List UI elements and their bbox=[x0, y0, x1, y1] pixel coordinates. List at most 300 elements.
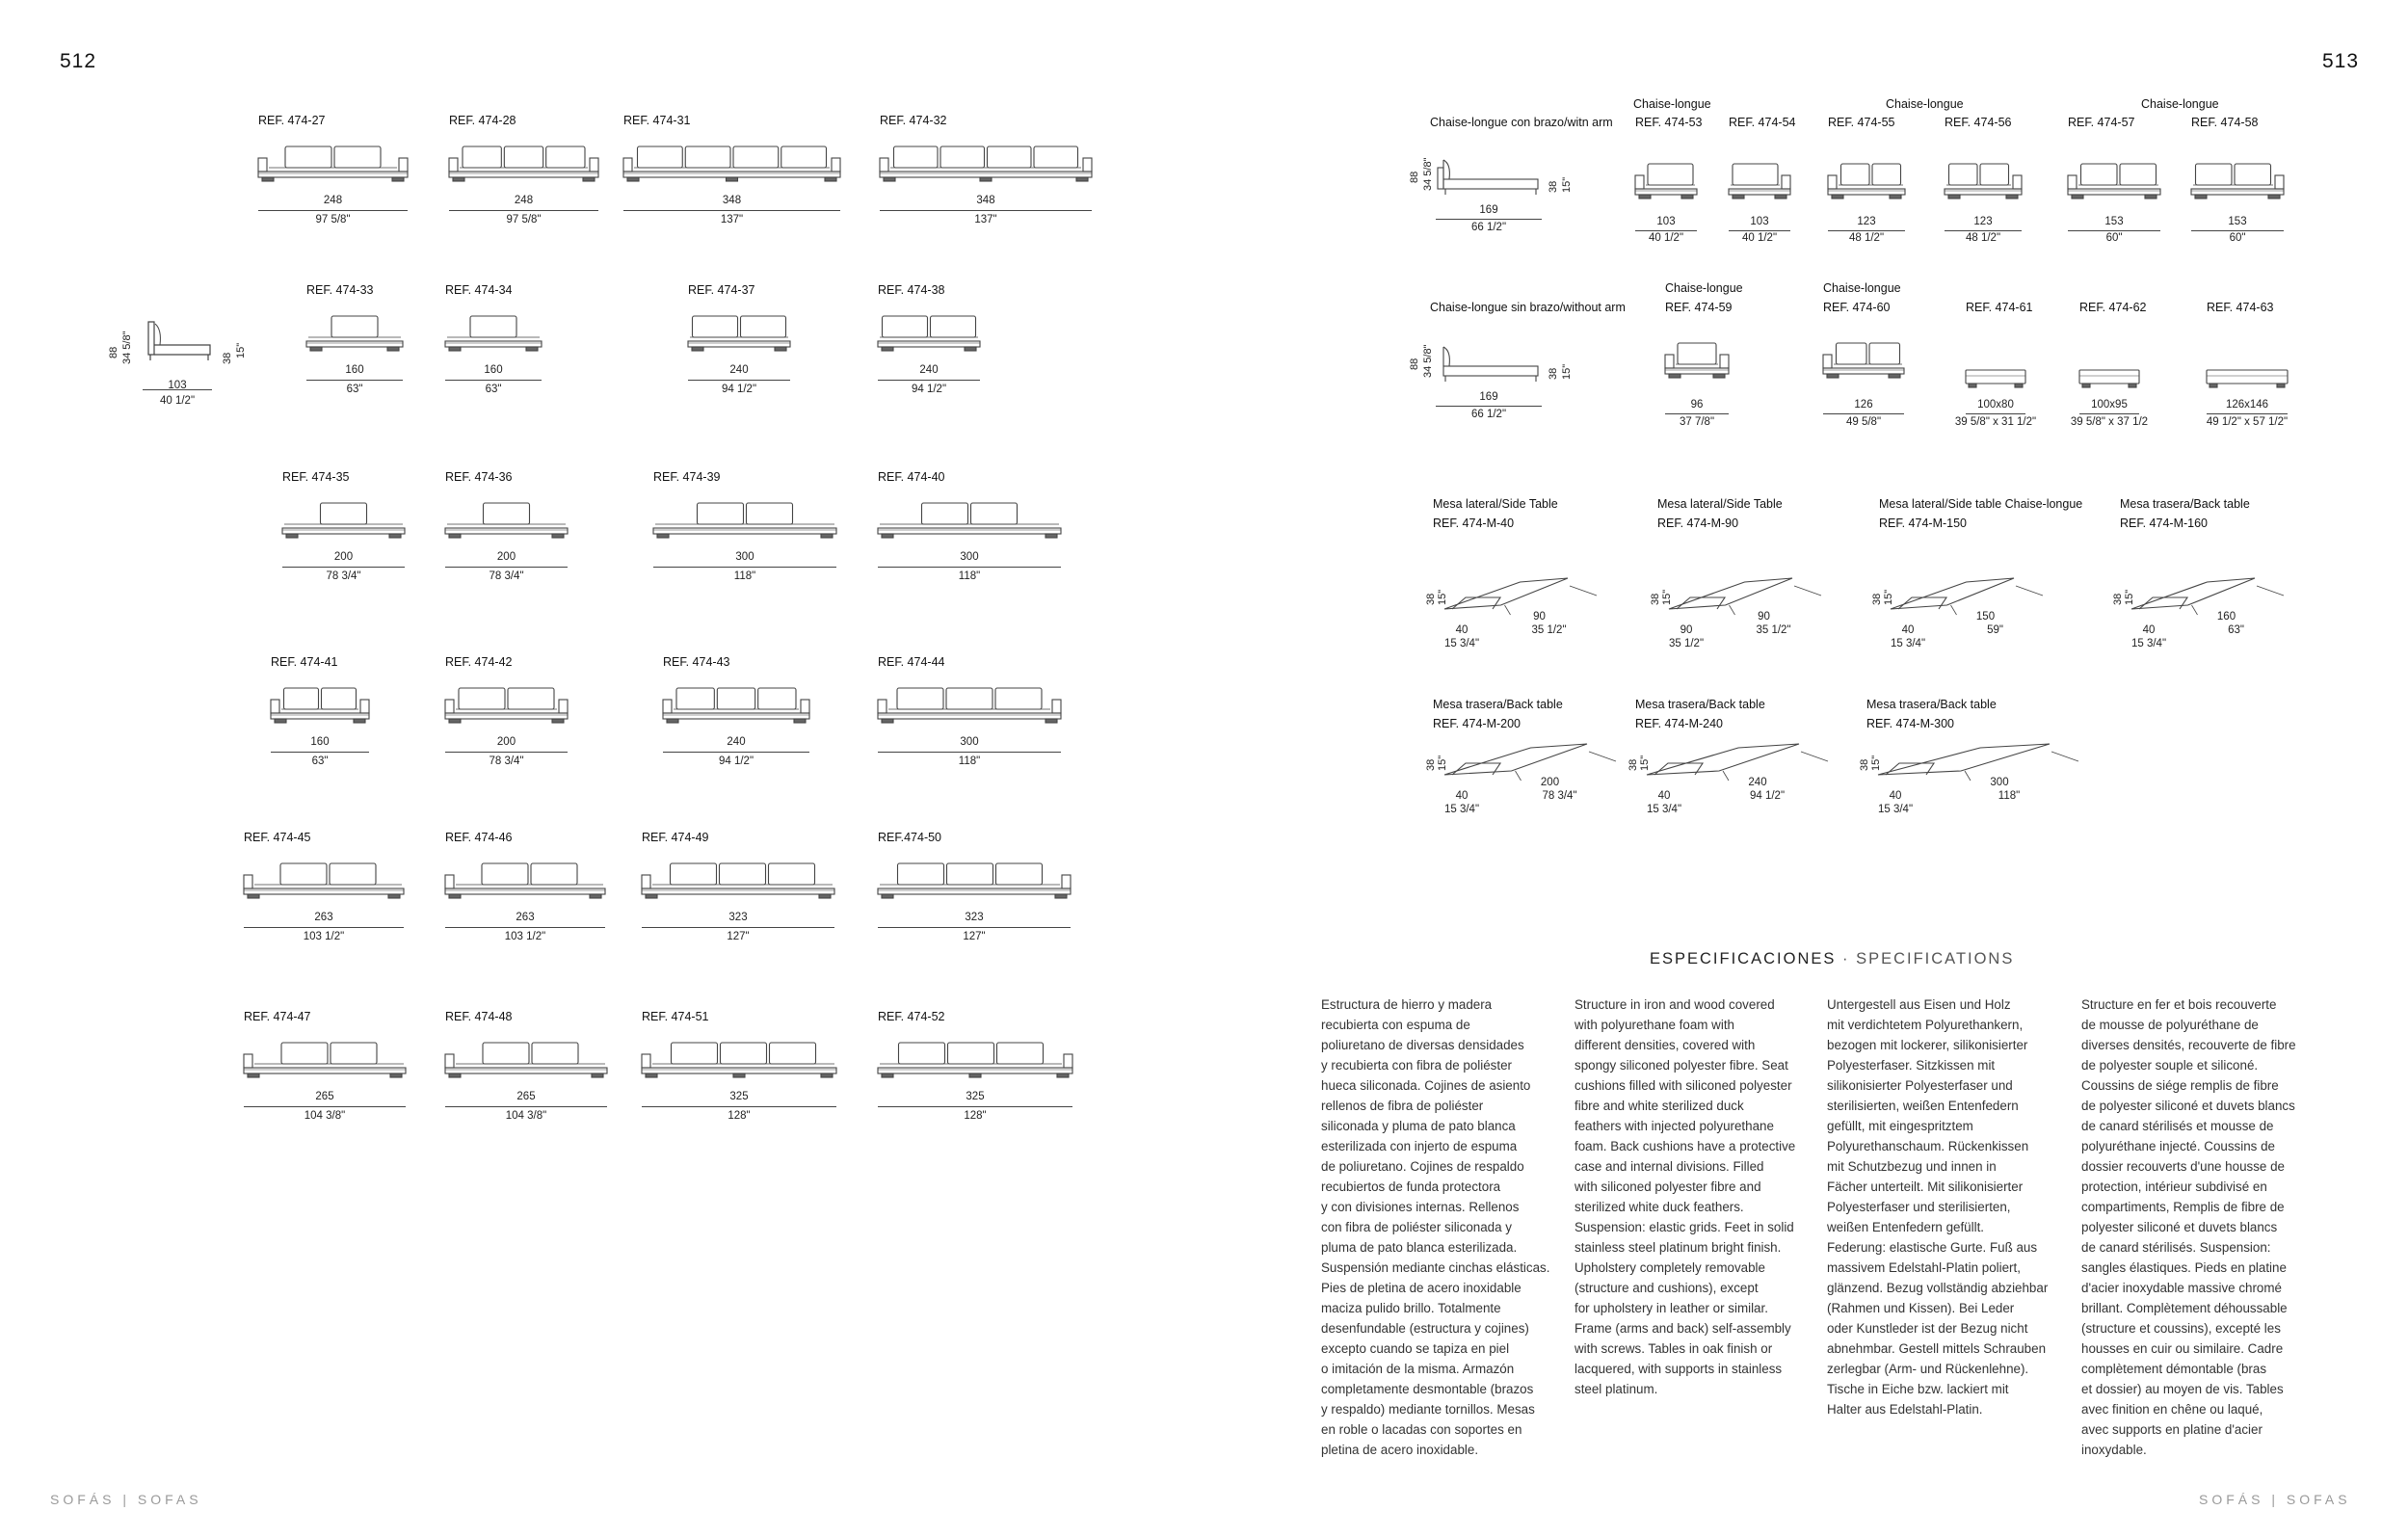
sofa-width-in: 137" bbox=[974, 214, 997, 225]
table-width-cm: 160 bbox=[2216, 611, 2236, 623]
table-depth-cm: 40 bbox=[1901, 624, 1915, 636]
sofa-ref-label: REF. 474-31 bbox=[623, 114, 691, 127]
spec-line: (Rahmen und Kissen). Bei Leder bbox=[1827, 1301, 2015, 1315]
spec-line: d'acier inoxydable massive chromé bbox=[2081, 1281, 2282, 1295]
chaise-height-cm: 88 bbox=[1409, 358, 1420, 370]
chaise-dimension-line bbox=[2191, 230, 2284, 231]
sofa-dimension-line bbox=[663, 752, 809, 753]
chaise-noarm-drawing bbox=[2079, 368, 2139, 391]
spec-line: gefüllt, mit eingespritztem bbox=[1827, 1119, 1973, 1133]
table-height-in: 15" bbox=[2124, 589, 2135, 605]
spec-column-spanish bbox=[1321, 994, 1557, 1460]
chaise-noarm-ref-label: REF. 474-62 bbox=[2079, 301, 2147, 314]
sofa-dimension-line bbox=[244, 927, 404, 928]
chaise-width-in: 48 1/2" bbox=[1965, 232, 2001, 244]
spec-line: de poliuretano. Cojines de respaldo bbox=[1321, 1159, 1524, 1174]
sofa-ref-label: REF. 474-37 bbox=[688, 283, 755, 297]
spec-column-german bbox=[1827, 994, 2063, 1419]
sofa-front-drawing bbox=[244, 1041, 406, 1081]
table-ref-label: REF. 474-M-90 bbox=[1657, 517, 1739, 530]
sofa-width-cm: 323 bbox=[965, 912, 984, 923]
chaise-noarm-in: 49 1/2" x 57 1/2" bbox=[2206, 416, 2289, 428]
spec-line: compartiments, Remplis de fibre de bbox=[2081, 1200, 2285, 1214]
spec-line: y con divisiones internas. Rellenos bbox=[1321, 1200, 1520, 1214]
sofa-ref-label: REF. 474-35 bbox=[282, 470, 350, 484]
spec-line: Coussins de siége remplis de fibre bbox=[2081, 1078, 2279, 1093]
spec-line: with polyurethane foam with bbox=[1574, 1018, 1734, 1032]
chaise-dimension-line bbox=[1729, 230, 1790, 231]
chaise-noarm-dimension-line bbox=[2207, 413, 2288, 414]
spec-line: de polyester souple et siliconé. bbox=[2081, 1058, 2259, 1073]
spec-line: desenfundable (estructura y cojines) bbox=[1321, 1321, 1529, 1336]
sofa-front-drawing bbox=[445, 861, 605, 902]
table-depth-in: 15 3/4" bbox=[1890, 638, 1926, 649]
sofa-front-drawing bbox=[282, 501, 405, 542]
sofa-width-in: 104 3/8" bbox=[304, 1110, 346, 1122]
spec-line: oder Kunstleder ist der Bezug nicht bbox=[1827, 1321, 2028, 1336]
chaise-width-cm: 153 bbox=[2228, 216, 2247, 227]
sofa-ref-label: REF. 474-45 bbox=[244, 831, 311, 844]
spec-line: de polyester siliconé et duvets blancs bbox=[2081, 1099, 2295, 1113]
sofa-width-cm: 200 bbox=[333, 551, 354, 563]
table-depth-in: 15 3/4" bbox=[2130, 638, 2167, 649]
spec-line: mit Schutzbezug und innen in bbox=[1827, 1159, 1997, 1174]
spec-line: sterilized white duck feathers. bbox=[1574, 1200, 1744, 1214]
sofa-width-in: 78 3/4" bbox=[326, 570, 361, 582]
spec-line: y recubierta con fibra de poliéster bbox=[1321, 1058, 1512, 1073]
chaise-ref-label: REF. 474-57 bbox=[2068, 116, 2135, 129]
spec-line: avec supports en platine d'acier bbox=[2081, 1422, 2262, 1437]
spec-line: steel platinum. bbox=[1574, 1382, 1658, 1396]
chaise-ref-label: REF. 474-53 bbox=[1635, 116, 1703, 129]
table-width-in: 35 1/2" bbox=[1756, 624, 1791, 636]
sofa-width-in: 63" bbox=[346, 384, 363, 395]
spec-line: Estructura de hierro y madera bbox=[1321, 997, 1493, 1012]
table-title: Mesa lateral/Side Table bbox=[1433, 497, 1558, 511]
spec-line: Structure en fer et bois recouverte bbox=[2081, 997, 2277, 1012]
sofa-dimension-line bbox=[878, 927, 1071, 928]
table-width-in: 118" bbox=[1998, 790, 2021, 802]
sofa-ref-label: REF. 474-48 bbox=[445, 1010, 513, 1023]
table-height-cm: 38 bbox=[2112, 593, 2124, 605]
table-width-cm: 240 bbox=[1748, 777, 1767, 788]
chaise-noarm-drawing bbox=[2207, 368, 2288, 391]
sofa-ref-label: REF. 474-46 bbox=[445, 831, 513, 844]
table-ref-label: REF. 474-M-200 bbox=[1433, 717, 1522, 730]
sofa-front-drawing bbox=[445, 314, 542, 355]
spec-line: o imitación de la misma. Armazón bbox=[1321, 1362, 1515, 1376]
spec-line: pluma de pato blanca esterilizada. bbox=[1321, 1240, 1518, 1255]
spec-line: sangles élastiques. Pieds en platine bbox=[2081, 1260, 2287, 1275]
spec-line: Federung: elastische Gurte. Fuß aus bbox=[1827, 1240, 2038, 1255]
spec-line: rellenos de fibra de poliéster bbox=[1321, 1099, 1484, 1113]
sofa-width-in: 127" bbox=[963, 931, 986, 942]
sofa-dimension-line bbox=[642, 1106, 836, 1107]
table-height-cm: 38 bbox=[1627, 758, 1639, 771]
chaise-noarm-dimension-line bbox=[1665, 413, 1729, 414]
sofa-dimension-line bbox=[445, 380, 542, 381]
spec-line: siliconada y pluma de pato blanca bbox=[1321, 1119, 1516, 1133]
sofa-side-profile-drawing bbox=[143, 310, 220, 368]
table-depth-in: 15 3/4" bbox=[1443, 638, 1480, 649]
spec-line: diverses densités, recouverte de fibre bbox=[2081, 1038, 2296, 1052]
table-depth-in: 15 3/4" bbox=[1443, 804, 1480, 815]
sofa-width-cm: 265 bbox=[315, 1091, 334, 1102]
sofa-front-drawing bbox=[878, 686, 1061, 727]
spec-line: y respaldo) mediante tornillos. Mesas bbox=[1321, 1402, 1535, 1417]
chaise-width-cm: 103 bbox=[1656, 216, 1676, 227]
table-depth-cm: 40 bbox=[1889, 790, 1902, 802]
table-depth-cm: 40 bbox=[2142, 624, 2156, 636]
chaise-noarm-ref-label: REF. 474-63 bbox=[2207, 301, 2274, 314]
sofa-front-drawing bbox=[642, 1041, 836, 1081]
sofa-width-cm: 248 bbox=[323, 195, 343, 206]
table-height-in: 15" bbox=[1437, 589, 1448, 605]
sofa-front-drawing bbox=[688, 314, 790, 355]
chaise-seat-cm: 38 bbox=[1548, 180, 1559, 193]
table-depth-in: 35 1/2" bbox=[1668, 638, 1705, 649]
sofa-width-cm: 300 bbox=[960, 551, 979, 563]
spec-line: different densities, covered with bbox=[1574, 1038, 1756, 1052]
chaise-noarm-cm: 126x146 bbox=[2225, 399, 2269, 411]
sofa-dimension-line bbox=[244, 1106, 406, 1107]
table-height-in: 15" bbox=[1661, 589, 1673, 605]
chaise-seat-cm: 38 bbox=[1548, 367, 1559, 380]
chaise-height-in: 34 5/8" bbox=[1422, 157, 1434, 191]
sofa-width-in: 78 3/4" bbox=[489, 755, 524, 767]
chaise-width-in: 60" bbox=[2229, 232, 2246, 244]
sofa-ref-label: REF. 474-36 bbox=[445, 470, 513, 484]
sofa-dimension-line bbox=[642, 927, 834, 928]
table-height-cm: 38 bbox=[1650, 593, 1661, 605]
chaise-noarm-dimension-line bbox=[2079, 413, 2139, 414]
spec-line: maciza pulido brillo. Totalmente bbox=[1321, 1301, 1501, 1315]
chaise-header-2: Chaise-longue bbox=[1886, 97, 1964, 111]
spec-line: Suspensión mediante cinchas elásticas. bbox=[1321, 1260, 1550, 1275]
specifications-separator: · bbox=[1841, 950, 1850, 967]
spec-line: poliuretano de diversas densidades bbox=[1321, 1038, 1524, 1052]
sofa-width-in: 103 1/2" bbox=[504, 931, 546, 942]
spec-line: hueca siliconada. Cojines de asiento bbox=[1321, 1078, 1531, 1093]
table-height-cm: 38 bbox=[1871, 593, 1883, 605]
spec-line: dossier recouverts d'une housse de bbox=[2081, 1159, 2285, 1174]
spec-line: excepto cuando se tapiza en piel bbox=[1321, 1341, 1510, 1356]
sofa-ref-label: REF. 474-39 bbox=[653, 470, 721, 484]
spec-line: stainless steel platinum bright finish. bbox=[1574, 1240, 1782, 1255]
table-ref-label: REF. 474-M-160 bbox=[2120, 517, 2209, 530]
chaise-noarm-cm: 96 bbox=[1690, 399, 1704, 411]
spec-line: abnehmbar. Gestell mittels Schrauben bbox=[1827, 1341, 2047, 1356]
sofa-front-drawing bbox=[271, 686, 369, 727]
spec-line: lacquered, with supports in stainless bbox=[1574, 1362, 1783, 1376]
table-height-cm: 38 bbox=[1425, 593, 1437, 605]
sofa-width-cm: 263 bbox=[516, 912, 535, 923]
sofa-width-in: 97 5/8" bbox=[315, 214, 351, 225]
spec-line: recubierta con espuma de bbox=[1321, 1018, 1470, 1032]
table-depth-cm: 90 bbox=[1680, 624, 1693, 636]
sofa-width-cm: 300 bbox=[735, 551, 754, 563]
chaise-dimension-line bbox=[1436, 219, 1542, 220]
chaise-length-in: 66 1/2" bbox=[1470, 222, 1507, 233]
sofa-width-cm: 348 bbox=[722, 195, 742, 206]
footer-left: SOFÁS | SOFAS bbox=[50, 1492, 202, 1507]
spec-line: inoxydable. bbox=[2081, 1443, 2147, 1457]
page-number-left: 512 bbox=[60, 50, 97, 72]
spec-line: (structure and cushions), except bbox=[1574, 1281, 1759, 1295]
sofa-ref-label: REF. 474-49 bbox=[642, 831, 709, 844]
sofa-width-cm: 248 bbox=[514, 195, 534, 206]
chaise-header-3: Chaise-longue bbox=[2141, 97, 2219, 111]
sofa-front-drawing bbox=[878, 861, 1071, 902]
spec-line: with screws. Tables in oak finish or bbox=[1574, 1341, 1773, 1356]
chaise-noarm-ref-label: REF. 474-61 bbox=[1966, 301, 2033, 314]
sofa-front-drawing bbox=[445, 1041, 607, 1081]
sofa-width-in: 128" bbox=[964, 1110, 987, 1122]
chaise-dimension-line bbox=[1635, 230, 1697, 231]
sofa-width-cm: 348 bbox=[976, 195, 995, 206]
spec-line: Suspension: elastic grids. Feet in solid bbox=[1574, 1220, 1794, 1234]
table-ref-label: REF. 474-M-240 bbox=[1635, 717, 1724, 730]
sofa-width-in: 127" bbox=[727, 931, 750, 942]
sofa-front-drawing bbox=[623, 145, 840, 185]
spec-line: case and internal divisions. Filled bbox=[1574, 1159, 1764, 1174]
chaise-seat-in: 15" bbox=[1561, 176, 1573, 193]
spec-line: (structure et coussins), excepté les bbox=[2081, 1321, 2281, 1336]
table-depth-in: 15 3/4" bbox=[1877, 804, 1914, 815]
sofa-width-in: 104 3/8" bbox=[505, 1110, 547, 1122]
spec-line: massivem Edelstahl-Platin poliert, bbox=[1827, 1260, 2021, 1275]
sofa-dimension-line bbox=[878, 752, 1061, 753]
chaise-dimension-line bbox=[1436, 406, 1542, 407]
sofa-ref-label: REF. 474-44 bbox=[878, 655, 945, 669]
spec-line: Pies de pletina de acero inoxidable bbox=[1321, 1281, 1522, 1295]
table-width-cm: 200 bbox=[1540, 777, 1560, 788]
spec-line: bezogen mit lockerer, silikonisierter bbox=[1827, 1038, 2028, 1052]
sofa-width-cm: 160 bbox=[310, 736, 330, 748]
spec-line: con fibra de poliéster siliconada y bbox=[1321, 1220, 1512, 1234]
chaise-dimension-line bbox=[1828, 230, 1905, 231]
sofa-ref-label: REF. 474-27 bbox=[258, 114, 326, 127]
spec-line: glänzend. Bezug vollständig abziehbar bbox=[1827, 1281, 2049, 1295]
spec-line: zerlegbar (Arm- und Rückenlehne). bbox=[1827, 1362, 2029, 1376]
chaise-front-drawing bbox=[2068, 162, 2160, 202]
chaise-header-1: Chaise-longue bbox=[1633, 97, 1711, 111]
sofa-width-in: 118" bbox=[958, 570, 981, 582]
sofa-dimension-line bbox=[878, 567, 1061, 568]
sofa-dimension-line bbox=[445, 752, 568, 753]
spec-line: complètement démontable (bras bbox=[2081, 1362, 2267, 1376]
profile-height-cm: 88 bbox=[108, 346, 119, 358]
sofa-front-drawing bbox=[878, 501, 1061, 542]
spec-line: esterilizada con injerto de espuma bbox=[1321, 1139, 1518, 1153]
chaise-ref-label: REF. 474-54 bbox=[1729, 116, 1796, 129]
sofa-dimension-line bbox=[880, 210, 1092, 211]
table-width-in: 94 1/2" bbox=[1749, 790, 1786, 802]
spec-line: recubiertos de funda protectora bbox=[1321, 1179, 1501, 1194]
sofa-ref-label: REF. 474-32 bbox=[880, 114, 947, 127]
specifications-subtitle: SPECIFICATIONS bbox=[1856, 950, 2015, 967]
spec-line: for upholstery in leather or similar. bbox=[1574, 1301, 1768, 1315]
sofa-width-cm: 325 bbox=[966, 1091, 985, 1102]
footer-right: SOFÁS | SOFAS bbox=[2199, 1492, 2351, 1507]
table-width-in: 78 3/4" bbox=[1542, 790, 1577, 802]
sofa-dimension-line bbox=[306, 380, 403, 381]
sofa-width-in: 137" bbox=[720, 214, 744, 225]
sofa-dimension-line bbox=[653, 567, 836, 568]
sofa-dimension-line bbox=[445, 567, 568, 568]
table-width-cm: 300 bbox=[1990, 777, 2009, 788]
chaise-length-in: 66 1/2" bbox=[1470, 409, 1507, 420]
sofa-width-in: 118" bbox=[733, 570, 756, 582]
sofa-ref-label: REF. 474-52 bbox=[878, 1010, 945, 1023]
profile-height-in: 34 5/8" bbox=[121, 331, 133, 364]
chaise-noarm-cm: 100x80 bbox=[1977, 399, 2014, 411]
sofa-width-cm: 240 bbox=[729, 364, 749, 376]
chaise-side-profile-drawing bbox=[1436, 341, 1542, 389]
sofa-front-drawing bbox=[306, 314, 403, 355]
spec-line: polyester siliconé et duvets blancs bbox=[2081, 1220, 2278, 1234]
table-depth-in: 15 3/4" bbox=[1646, 804, 1682, 815]
table-height-in: 15" bbox=[1870, 755, 1882, 771]
table-ref-label: REF. 474-M-300 bbox=[1866, 717, 1955, 730]
sofa-width-cm: 300 bbox=[960, 736, 979, 748]
sofa-width-in: 103 1/2" bbox=[303, 931, 345, 942]
table-title: Mesa lateral/Side table Chaise-longue bbox=[1879, 497, 2083, 511]
spec-line: feathers with injected polyurethane bbox=[1574, 1119, 1774, 1133]
sofa-width-cm: 240 bbox=[919, 364, 939, 376]
spec-line: Upholstery completely removable bbox=[1574, 1260, 1765, 1275]
spec-line: spongy siliconed polyester fibre. Seat bbox=[1574, 1058, 1788, 1073]
chaise-noarm-dimension-line bbox=[1966, 413, 2025, 414]
spec-line: housses en cuir ou similaire. Cadre bbox=[2081, 1341, 2284, 1356]
chaise-front-drawing bbox=[1945, 162, 2022, 202]
sofa-ref-label: REF. 474-40 bbox=[878, 470, 945, 484]
spec-column-english bbox=[1574, 994, 1811, 1399]
sofa-front-drawing bbox=[878, 314, 980, 355]
spec-line: Polyesterfaser. Sitzkissen mit bbox=[1827, 1058, 1996, 1073]
chaise-width-in: 40 1/2" bbox=[1648, 232, 1684, 244]
spec-line: en roble o lacadas con soportes en bbox=[1321, 1422, 1522, 1437]
sofa-width-in: 118" bbox=[958, 755, 981, 767]
chaise-side-profile-drawing bbox=[1436, 154, 1542, 202]
spec-line: Fächer unterteilt. Mit silikonisierter bbox=[1827, 1179, 2024, 1194]
table-depth-cm: 40 bbox=[1455, 790, 1469, 802]
chaise-noarm-header: Chaise-longue bbox=[1823, 281, 1901, 295]
chaise-height-in: 34 5/8" bbox=[1422, 344, 1434, 378]
sofa-dimension-line bbox=[878, 380, 980, 381]
chaise-length-cm: 169 bbox=[1479, 204, 1498, 216]
chaise-ref-label: REF. 474-58 bbox=[2191, 116, 2259, 129]
chaise-noarm-ref-label: REF. 474-59 bbox=[1665, 301, 1733, 314]
sofa-ref-label: REF. 474-34 bbox=[445, 283, 513, 297]
spec-line: de mousse de polyuréthane de bbox=[2081, 1018, 2259, 1032]
profile-seat-in: 15" bbox=[235, 342, 247, 358]
sofa-dimension-line bbox=[449, 210, 598, 211]
chaise-noarm-label: Chaise-longue sin brazo/without arm bbox=[1430, 301, 1626, 314]
table-title: Mesa trasera/Back table bbox=[1635, 698, 1765, 711]
page-number-right: 513 bbox=[2322, 50, 2360, 72]
chaise-noarm-ref-label: REF. 474-60 bbox=[1823, 301, 1891, 314]
sofa-ref-label: REF. 474-38 bbox=[878, 283, 945, 297]
sofa-ref-label: REF. 474-42 bbox=[445, 655, 513, 669]
table-width-cm: 150 bbox=[1975, 611, 1996, 623]
table-height-cm: 38 bbox=[1859, 758, 1870, 771]
sofa-dimension-line bbox=[445, 1106, 607, 1107]
sofa-dimension-line bbox=[271, 752, 369, 753]
sofa-front-drawing bbox=[642, 861, 834, 902]
chaise-arm-label: Chaise-longue con brazo/witn arm bbox=[1430, 116, 1613, 129]
chaise-width-in: 40 1/2" bbox=[1741, 232, 1778, 244]
sofa-width-in: 97 5/8" bbox=[506, 214, 542, 225]
spec-column-french bbox=[2081, 994, 2317, 1460]
spec-line: polyuréthane injecté. Coussins de bbox=[2081, 1139, 2275, 1153]
spec-line: de canard stérilisés et mousse de bbox=[2081, 1119, 2274, 1133]
sofa-front-drawing bbox=[445, 686, 568, 727]
sofa-dimension-line bbox=[445, 927, 605, 928]
sofa-width-cm: 265 bbox=[516, 1091, 536, 1102]
chaise-noarm-in: 39 5/8" x 37 1/2 bbox=[2070, 416, 2149, 428]
sofa-width-cm: 323 bbox=[728, 912, 748, 923]
sofa-width-cm: 200 bbox=[496, 551, 516, 563]
spec-line: cushions filled with siliconed polyester bbox=[1574, 1078, 1792, 1093]
chaise-noarm-cm: 100x95 bbox=[2091, 399, 2128, 411]
chaise-noarm-in: 49 5/8" bbox=[1845, 416, 1882, 428]
sofa-width-in: 128" bbox=[728, 1110, 751, 1122]
sofa-ref-label: REF. 474-41 bbox=[271, 655, 338, 669]
sofa-width-in: 78 3/4" bbox=[489, 570, 524, 582]
spec-line: with siliconed polyester fibre and bbox=[1574, 1179, 1761, 1194]
table-height-cm: 38 bbox=[1425, 758, 1437, 771]
spec-line: Tische in Eiche bzw. lackiert mit bbox=[1827, 1382, 2009, 1396]
spec-line: avec finition en chêne ou laqué, bbox=[2081, 1402, 2263, 1417]
sofa-width-cm: 160 bbox=[484, 364, 503, 376]
profile-depth-cm: 103 bbox=[168, 380, 187, 391]
chaise-width-cm: 153 bbox=[2104, 216, 2124, 227]
sofa-width-cm: 240 bbox=[727, 736, 746, 748]
spec-line: fibre and white sterilized duck bbox=[1574, 1099, 1744, 1113]
sofa-width-cm: 200 bbox=[496, 736, 516, 748]
profile-seat-cm: 38 bbox=[222, 352, 233, 364]
sofa-dimension-line bbox=[258, 210, 408, 211]
spec-line: Polyesterfaser und sterilisierten, bbox=[1827, 1200, 2011, 1214]
chaise-ref-label: REF. 474-55 bbox=[1828, 116, 1895, 129]
table-width-cm: 90 bbox=[1758, 611, 1770, 623]
spec-line: completamente desmontable (brazos bbox=[1321, 1382, 1534, 1396]
spec-line: Halter aus Edelstahl-Platin. bbox=[1827, 1402, 1983, 1417]
chaise-noarm-in: 39 5/8" x 31 1/2" bbox=[1954, 416, 2037, 428]
chaise-width-cm: 123 bbox=[1857, 216, 1876, 227]
table-ref-label: REF. 474-M-40 bbox=[1433, 517, 1515, 530]
sofa-width-cm: 160 bbox=[345, 364, 364, 376]
sofa-front-drawing bbox=[258, 145, 408, 185]
table-title: Mesa lateral/Side Table bbox=[1657, 497, 1783, 511]
chaise-front-drawing bbox=[1635, 162, 1697, 202]
sofa-ref-label: REF. 474-51 bbox=[642, 1010, 709, 1023]
spec-line: foam. Back cushions have a protective bbox=[1574, 1139, 1796, 1153]
spec-line: de canard stérilisés. Suspension: bbox=[2081, 1240, 2271, 1255]
chaise-width-cm: 123 bbox=[1973, 216, 1993, 227]
table-width-in: 35 1/2" bbox=[1531, 624, 1567, 636]
chaise-noarm-header: Chaise-longue bbox=[1665, 281, 1743, 295]
chaise-width-cm: 103 bbox=[1750, 216, 1769, 227]
spec-line: Structure in iron and wood covered bbox=[1574, 997, 1775, 1012]
sofa-front-drawing bbox=[244, 861, 404, 902]
sofa-width-cm: 263 bbox=[314, 912, 333, 923]
sofa-width-in: 94 1/2" bbox=[721, 384, 757, 395]
chaise-noarm-drawing bbox=[1823, 341, 1904, 382]
sofa-ref-label: REF.474-50 bbox=[878, 831, 942, 844]
chaise-noarm-cm: 126 bbox=[1854, 399, 1873, 411]
